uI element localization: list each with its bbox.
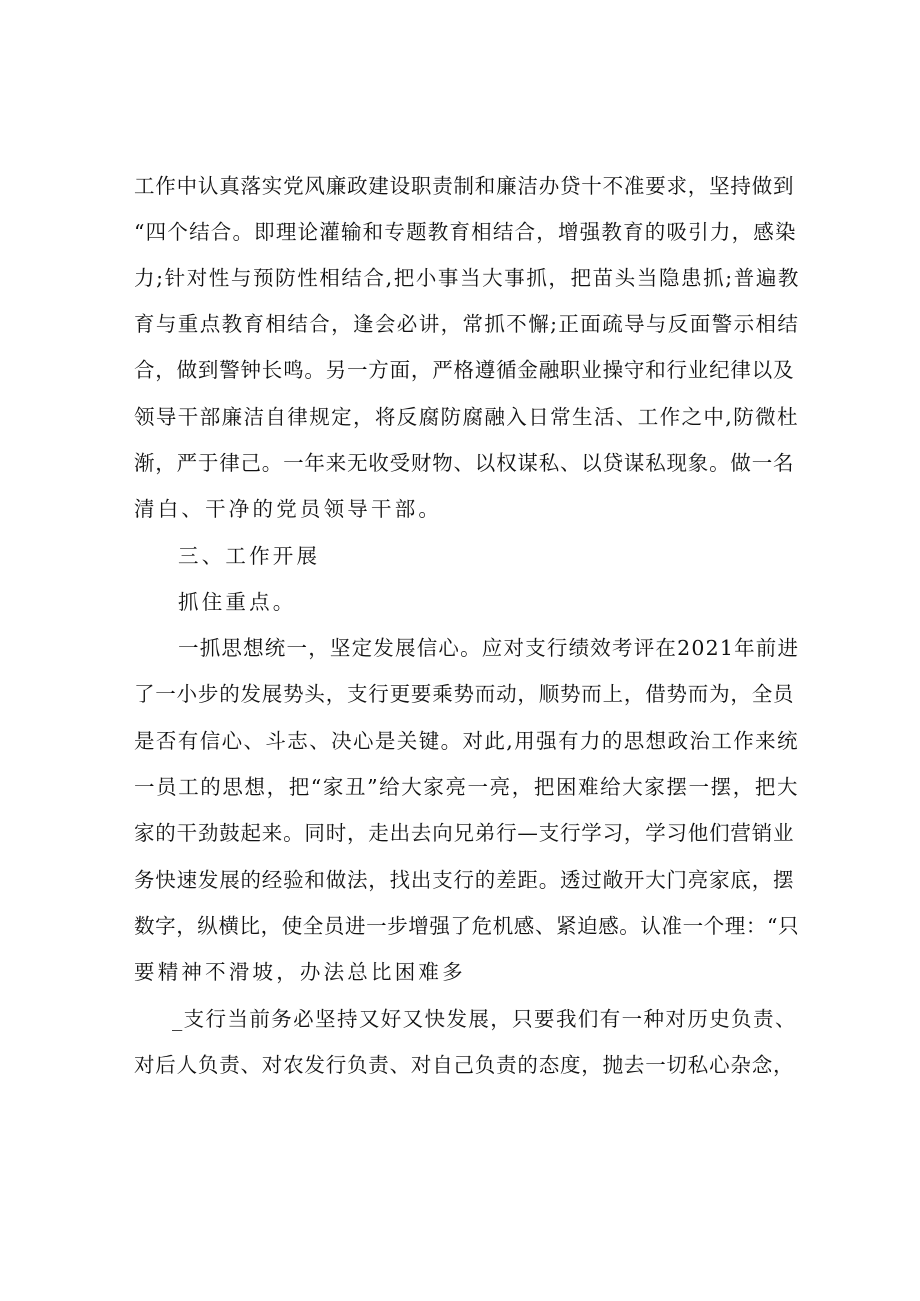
paragraph-line: 数字，纵横比，使全员进一步增强了危机感、紧迫感。认准一个理：“只 <box>134 914 800 938</box>
subsection-heading: 抓住重点。 <box>178 590 297 614</box>
paragraph-line: 务快速发展的经验和做法，找出支行的差距。透过敞开大门亮家底，摆 <box>134 868 795 892</box>
paragraph-line: 了一小步的发展势头，支行更要乘势而动，顺势而上，借势而为，全员 <box>134 682 795 706</box>
paragraph-line: _支行当前务必坚持又好又快发展，只要我们有一种对历史负责、 <box>172 1007 797 1031</box>
paragraph-line: 合，做到警钟长鸣。另一方面，严格遵循金融职业操守和行业纪律以及 <box>134 358 795 382</box>
paragraph-line: 渐，严于律己。一年来无收受财物、以权谋私、以贷谋私现象。做一名 <box>134 451 795 475</box>
paragraph-line: 工作中认真落实党风廉政建设职责制和廉洁办贷十不准要求，坚持做到 <box>134 174 795 198</box>
paragraph-line: 领导干部廉洁自律规定，将反腐防腐融入日常生活、工作之中,防微杜 <box>134 405 799 429</box>
paragraph-line: “四个结合。即理论灌输和专题教育相结合，增强教育的吸引力，感染 <box>134 220 797 244</box>
paragraph-line: 一员工的思想，把“家丑”给大家亮一亮，把困难给大家摆一摆，把大 <box>134 775 800 799</box>
section-heading: 三、工作开展 <box>178 544 321 568</box>
paragraph-line: 对后人负责、对农发行负责、对自己负责的态度，抛去一切私心杂念， <box>134 1053 795 1077</box>
paragraph-line: 育与重点教育相结合，逢会必讲，常抓不懈;正面疏导与反面警示相结 <box>134 312 800 336</box>
paragraph-line: 要精神不滑坡，办法总比困难多 <box>134 960 466 984</box>
paragraph-line: 是否有信心、斗志、决心是关键。对此,用强有力的思想政治工作来统 <box>134 729 799 753</box>
paragraph-line: 力;针对性与预防性相结合,把小事当大事抓，把苗头当隐患抓;普遍教 <box>134 266 801 290</box>
paragraph-line: 清白、干净的党员领导干部。 <box>134 497 443 521</box>
paragraph-line: 一抓思想统一，坚定发展信心。应对支行绩效考评在2021年前进 <box>178 636 800 660</box>
paragraph-line: 家的干劲鼓起来。同时，走出去向兄弟行—支行学习，学习他们营销业 <box>134 821 795 845</box>
